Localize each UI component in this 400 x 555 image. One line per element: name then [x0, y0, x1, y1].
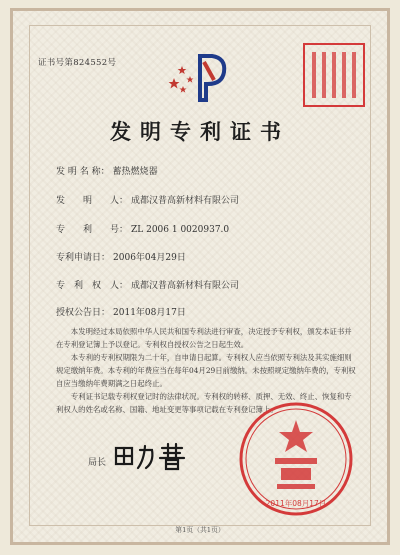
field-value: 成都汉普高新材料有限公司 [131, 281, 240, 291]
field-value: 蓄热燃烧器 [112, 167, 158, 177]
field-label: 专 利 号： [56, 225, 129, 235]
stamp-date: 2011年08月17日 [265, 499, 327, 508]
field-label: 发 明 名 称： [56, 167, 110, 177]
field-invention-name [56, 164, 158, 177]
small-red-stamp [300, 40, 368, 110]
director-label: 局长 [88, 458, 107, 468]
certificate-number: 证书号第824552号 [38, 58, 117, 68]
field-label: 专利申请日： [56, 253, 111, 263]
field-patentee [56, 278, 239, 291]
notes-paragraph: 专利证书记载专利权登记时的法律状况。专利权的转移、质押、无效、终止、恢复和专利权人的姓名或名称、国籍、地址变更等事项记载在专利登记簿上。 [56, 392, 352, 414]
notes-paragraph: 本专利的专利权期限为二十年，自申请日起算。专利权人应当依照专利法及其实施细则规定缴纳年费。本专利的年费应当在每年04月29日前缴纳。未按照规定缴纳年费的，专利权自应当缴纳年费期满之日起终止。 [56, 353, 356, 388]
page-footer: 第1页（共1页） [175, 526, 225, 534]
field-application-date [56, 250, 186, 263]
patent-office-logo [168, 52, 234, 104]
field-value: ZL 2006 1 0020937.0 [131, 225, 230, 235]
field-label: 专 利 权 人： [56, 281, 129, 291]
field-grant-date [56, 305, 186, 318]
field-label: 发 明 人： [56, 196, 129, 206]
director-signature [112, 442, 188, 472]
field-value: 成都汉普高新材料有限公司 [131, 196, 240, 206]
field-label: 授权公告日： [56, 308, 111, 318]
field-value: 2006年04月29日 [113, 253, 186, 263]
official-red-seal [237, 400, 355, 518]
notes-paragraph: 本发明经过本局依照中华人民共和国专利法进行审查，决定授予专利权，颁发本证书并在专利登记簿上予以登记。专利权自授权公告之日起生效。 [56, 327, 352, 349]
field-value: 2011年08月17日 [113, 308, 186, 318]
field-patent-number [56, 222, 229, 235]
certificate-title: 发明专利证书 [110, 119, 290, 144]
field-inventor [56, 193, 239, 206]
